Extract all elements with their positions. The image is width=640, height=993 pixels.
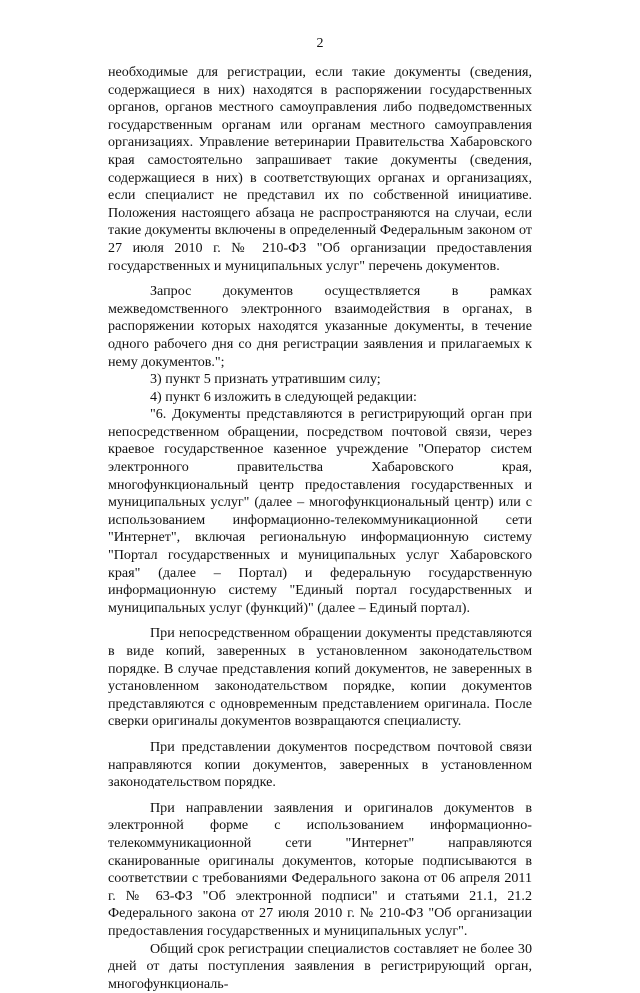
document-body	[108, 64, 532, 993]
paragraph-registration-term: Общий срок регистрации специалистов составляет не более 30 дней от даты поступления заявления в регистрирующий орган, многофункциональ-	[108, 941, 532, 993]
paragraph-item-3: 3) пункт 5 признать утратившим силу;	[108, 371, 532, 389]
paragraph-postal-submission: При представлении документов посредством почтовой связи направляются копии документов, заверенных в установленном законодательством порядке.	[108, 739, 532, 792]
paragraph-item-4: 4) пункт 6 изложить в следующей редакции:	[108, 389, 532, 407]
paragraph-continuation: необходимые для регистрации, если такие документы (сведения, содержащиеся в них) находятся в распоряжении государственных органов, органов местного самоуправления либо подведомственных государственным органам или органам местного самоуправления организациях. Управление ветеринарии Правительства Хабаровского края самостоятельно запрашивает такие документы (сведения, содержащиеся в них) в соответствующих органах и организациях, если специалист не представил их по собственной инициативе. Положения настоящего абзаца не распространяются на случаи, если такие документы включены в определенный Федеральным законом от 27 июля 2010 г. № 210-ФЗ "Об организации предоставления государственных и муниципальных услуг" перечень документов.	[108, 64, 532, 275]
paragraph-direct-submission: При непосредственном обращении документы представляются в виде копий, заверенных в установленном законодательством порядке. В случае представления копий документов, не заверенных в установленном законодательством порядке, копии документов представляются с одновременным представлением оригинала. После сверки оригиналы документов возвращаются специалисту.	[108, 625, 532, 731]
paragraph-interagency-request: Запрос документов осуществляется в рамках межведомственного электронного взаимодействия в органах, в распоряжении которых находятся указанные документы, в течение одного рабочего дня со дня регистрации заявления и прилагаемых к нему документов.";	[108, 283, 532, 371]
paragraph-electronic-submission: При направлении заявления и оригиналов документов в электронной форме с использованием информационно-телекоммуникационной сети "Интернет" направляются сканированные оригиналы документов, которые подписываются в соответствии с требованиями Федерального закона от 06 апреля 2011 г. № 63-ФЗ "Об электронной подписи" и статьями 21.1, 21.2 Федерального закона от 27 июля 2010 г. № 210-ФЗ "Об организации предоставления государственных и муниципальных услуг".	[108, 800, 532, 941]
paragraph-item-6-text: "6. Документы представляются в регистрирующий орган при непосредственном обращении, посредством почтовой связи, через краевое государственное казенное учреждение "Оператор систем электронного правительства Хабаровского края, многофункциональный центр предоставления государственных и муниципальных услуг" (далее – многофункциональный центр) или с использованием информационно-телекоммуникационной сети "Интернет", включая региональную информационную систему "Портал государственных и муниципальных услуг Хабаровского края" (далее – Портал) и федеральную государственную информационную систему "Единый портал государственных и муниципальных услуг (функций)" (далее – Единый портал).	[108, 406, 532, 617]
page-number: 2	[0, 36, 640, 52]
